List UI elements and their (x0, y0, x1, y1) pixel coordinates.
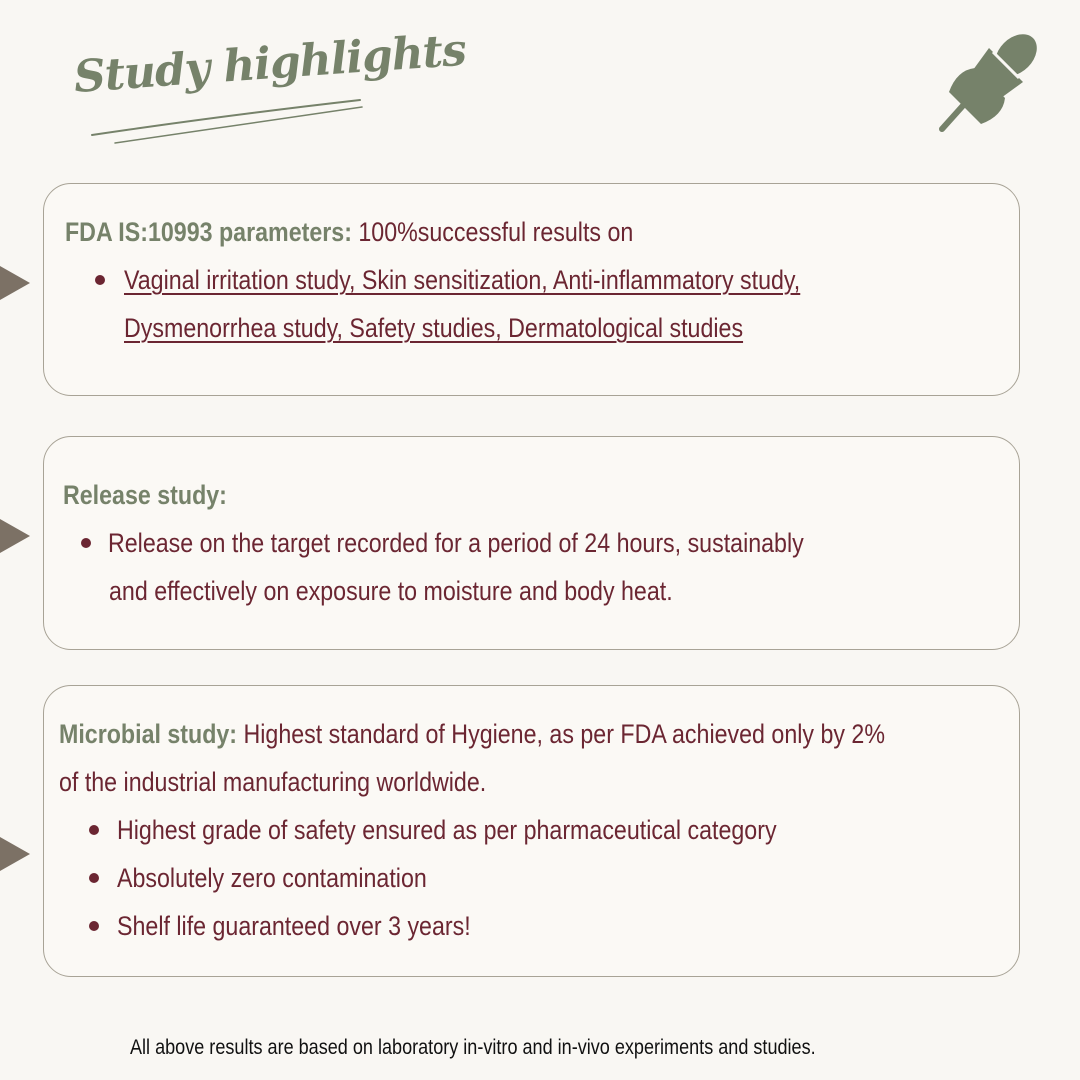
fda-intro: 100%successful results on (351, 217, 634, 247)
microbial-study-card (43, 685, 1020, 977)
list-item: Highest grade of safety ensured as per pharmaceutical category (117, 815, 777, 845)
fda-parameters-card (43, 183, 1020, 396)
microbial-intro-line-2: of the industrial manufacturing worldwide. (59, 767, 487, 797)
bullet-dot (89, 921, 99, 931)
triangle-arrow-icon (0, 519, 30, 553)
release-study-card (43, 436, 1020, 650)
release-text-line-1: Release on the target recorded for a period of 24 hours, sustainably (108, 528, 804, 558)
triangle-arrow-icon (0, 266, 30, 300)
release-label: Release study: (63, 480, 227, 510)
bullet-dot (81, 538, 91, 548)
fda-label: FDA IS:10993 parameters: (65, 217, 352, 247)
heading-underline (70, 30, 380, 150)
microbial-label: Microbial study: (59, 719, 238, 749)
page-title: Study highlights (72, 24, 468, 103)
fda-studies-line-1: Vaginal irritation study, Skin sensitization, Anti-inflammatory study, (124, 265, 801, 295)
list-item: Shelf life guaranteed over 3 years! (117, 911, 471, 941)
footer-disclaimer: All above results are based on laboratory in-vitro and in-vivo experiments and studies. (130, 1036, 816, 1059)
triangle-arrow-icon (0, 837, 30, 871)
fda-intro-line (65, 215, 633, 249)
microbial-intro-line-1 (59, 717, 885, 751)
bullet-dot (89, 873, 99, 883)
bullet-dot (89, 825, 99, 835)
microbial-intro-1: Highest standard of Hygiene, as per FDA achieved only by 2% (237, 719, 885, 749)
pushpin-icon (935, 18, 1047, 136)
list-item: Absolutely zero contamination (117, 863, 427, 893)
page-heading (70, 24, 468, 150)
release-text-line-2: and effectively on exposure to moisture and body heat. (109, 576, 673, 606)
fda-studies-line-2: Dysmenorrhea study, Safety studies, Dermatological studies (124, 313, 744, 343)
bullet-dot (95, 275, 105, 285)
